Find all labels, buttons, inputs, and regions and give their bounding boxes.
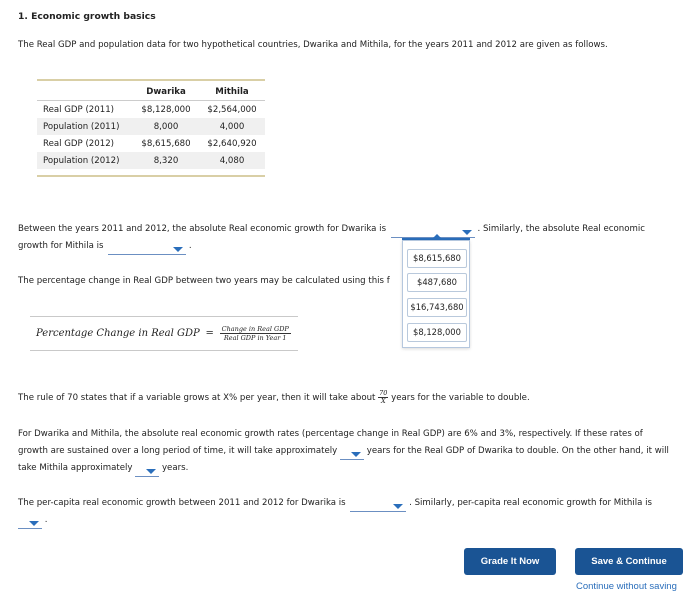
formula-equals: = [205,328,214,339]
doubling-text-3a: take Mithila approximately [18,463,133,473]
table-header-mithila: Mithila [215,87,249,97]
table-row [37,135,265,152]
table-row [37,118,265,135]
cell-value: 8,320 [133,152,199,169]
table-row [37,152,265,169]
row-label: Real GDP (2012) [43,138,115,149]
row-label: Population (2011) [37,118,133,135]
row-label: Population (2012) [37,152,133,169]
mithila-percapita-dropdown[interactable] [18,512,42,529]
chevron-down-icon [146,469,156,474]
intro-text: The Real GDP and population data for two hypothetical countries, Dwarika and Mithila, for the years 2011 and 2012 are given as follows. [18,40,608,50]
rule70-numerator: 70 [379,389,388,397]
cell-value: 4,000 [199,118,265,135]
table-header-row [37,81,265,101]
formula-box [30,316,298,351]
save-and-continue-button[interactable]: Save & Continue [575,548,683,575]
rule70-denominator: X [380,397,386,405]
table-header-dwarika: Dwarika [146,87,186,97]
table-header-blank [37,81,133,101]
chevron-down-icon [173,247,183,252]
rule70-fraction [378,390,388,405]
formula-fraction [220,325,291,342]
mithila-growth-dropdown[interactable] [108,238,186,255]
doubling-text-3b: years. [161,463,189,473]
table-bottom-rule [37,175,265,177]
doubling-line1: For Dwarika and Mithila, the absolute real economic growth rates (percentage change in Real GDP) are 6% and 3%, respectively. If these rates of [18,429,643,439]
doubling-line2 [18,443,669,460]
growth-paragraph-line2 [18,238,192,255]
rule70-part1: The rule of 70 states that if a variable grows at X% per year, then it will take about [18,393,376,403]
cell-value: $2,564,000 [207,104,257,115]
dropdown-popup [402,240,470,348]
dropdown-option[interactable]: $16,743,680 [407,298,467,317]
gdp-table [37,79,265,177]
growth-text-1: Between the years 2011 and 2012, the absolute Real economic growth for Dwarika is [18,224,387,234]
cell-value: 8,000 [133,118,199,135]
cell-value: $2,640,920 [207,138,257,149]
rule70-text [18,390,530,406]
chevron-down-icon [393,504,403,509]
dwarika-percapita-dropdown[interactable] [350,495,406,512]
dropdown-option[interactable]: $8,128,000 [407,323,467,342]
mithila-doubling-dropdown[interactable] [135,460,159,477]
rule70-part2: years for the variable to double. [391,393,530,403]
growth-text-4: . [188,241,192,251]
percent-text: The percentage change in Real GDP between two years may be calculated using this f [18,276,390,286]
dropdown-option[interactable]: $8,615,680 [407,249,467,268]
formula-lhs: Percentage Change in Real GDP [36,328,200,339]
doubling-text-2b: years for the Real GDP of Dwarika to double. On the other hand, it will [366,446,669,456]
formula-bottom-rule [30,350,298,351]
growth-text-3: growth for Mithila is [18,241,104,251]
cell-value: $8,615,680 [141,138,191,149]
grade-it-now-button[interactable]: Grade It Now [464,548,556,575]
chevron-down-icon [29,521,39,526]
formula-denominator: Real GDP in Year 1 [223,334,287,342]
dropdown-option[interactable]: $487,680 [407,273,467,292]
doubling-text-2a: growth are sustained over a long period of time, it will take approximately [18,446,338,456]
formula [30,317,298,350]
percapita-text-2: . Similarly, per-capita real economic growth for Mithila is [409,498,652,508]
table-row [37,101,265,119]
percapita-line1 [18,495,652,512]
cell-value: 4,080 [199,152,265,169]
formula-numerator: Change in Real GDP [221,325,289,333]
row-label: Real GDP (2011) [43,104,115,115]
growth-text-2: . Similarly, the absolute Real economic [477,224,645,234]
doubling-line3 [18,460,188,477]
chevron-down-icon [351,452,361,457]
percapita-line2 [18,512,47,529]
chevron-down-icon [462,230,472,235]
question-title: 1. Economic growth basics [18,11,156,22]
cell-value: $8,128,000 [141,104,191,115]
percapita-text-3: . [44,515,48,525]
percapita-text-1: The per-capita real economic growth between 2011 and 2012 for Dwarika is [18,498,346,508]
dwarika-doubling-dropdown[interactable] [340,443,364,460]
growth-paragraph [18,221,688,238]
continue-without-saving-link[interactable]: Continue without saving [576,581,677,592]
